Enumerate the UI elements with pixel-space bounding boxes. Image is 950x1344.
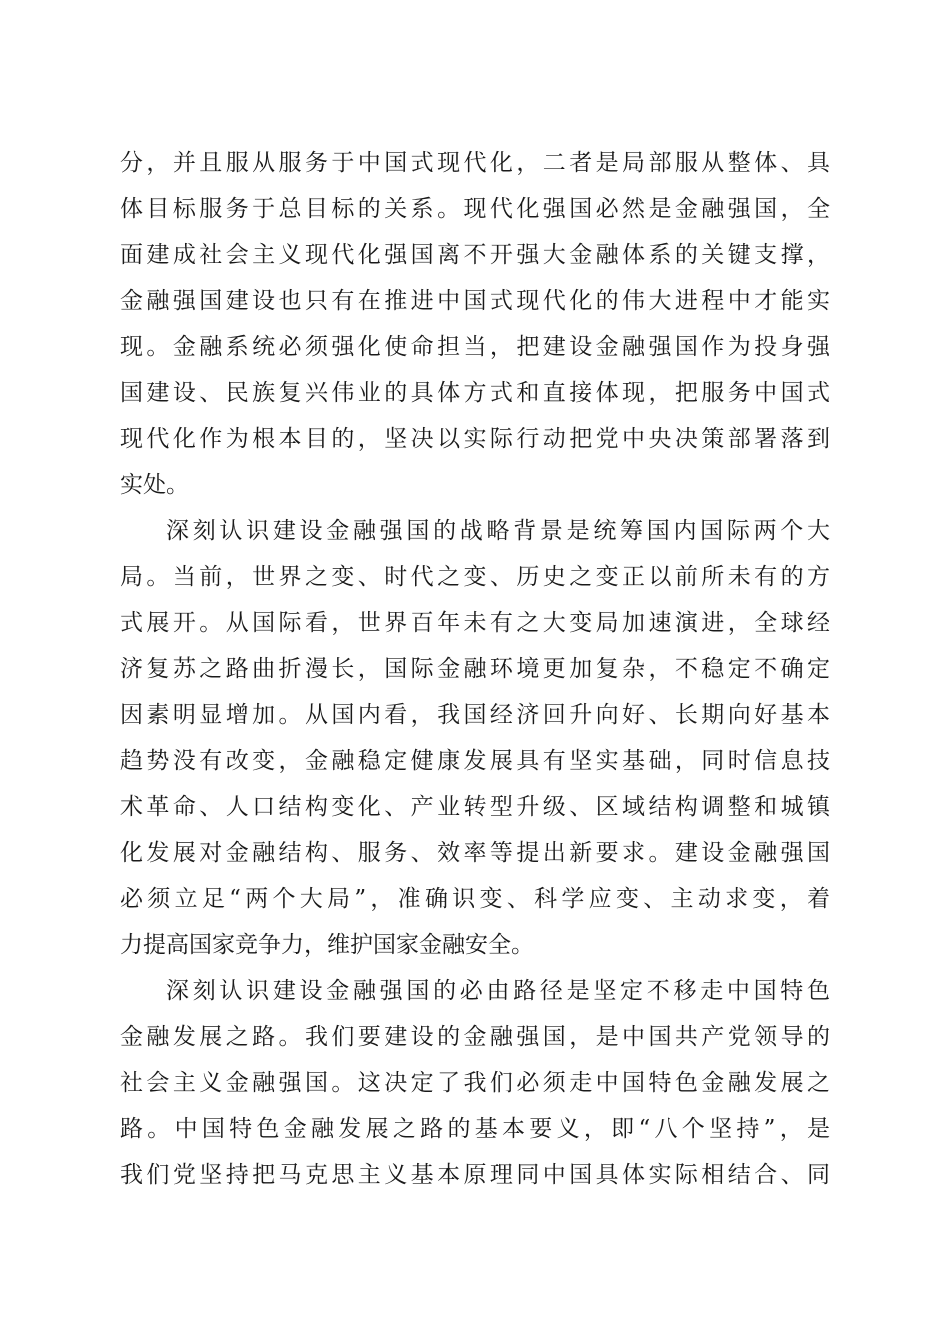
- text-line: 式展开。从国际看，世界百年未有之大变局加速演进，全球经: [120, 610, 830, 636]
- text-line: 面建成社会主义现代化强国离不开强大金融体系的关键支撑，: [120, 242, 830, 268]
- paragraph-1: [120, 140, 830, 508]
- text-line: 深刻认识建设金融强国的战略背景是统筹国内国际两个大: [166, 518, 830, 544]
- text-line: 体目标服务于总目标的关系。现代化强国必然是金融强国，全: [120, 196, 830, 222]
- paragraph-3: [120, 968, 830, 1198]
- text-line: 化发展对金融结构、服务、效率等提出新要求。建设金融强国: [120, 840, 830, 866]
- text-line: 深刻认识建设金融强国的必由路径是坚定不移走中国特色: [166, 978, 830, 1004]
- text-line: 金融发展之路。我们要建设的金融强国，是中国共产党领导的: [120, 1024, 830, 1050]
- text-line: 国建设、民族复兴伟业的具体方式和直接体现，把服务中国式: [120, 380, 830, 406]
- text-line: 趋势没有改变，金融稳定健康发展具有坚实基础，同时信息技: [120, 748, 830, 774]
- text-line: 济复苏之路曲折漫长，国际金融环境更加复杂，不稳定不确定: [120, 656, 830, 682]
- text-line: 分，并且服从服务于中国式现代化，二者是局部服从整体、具: [120, 150, 830, 176]
- text-line: 我们党坚持把马克思主义基本原理同中国具体实际相结合、同: [120, 1162, 830, 1188]
- text-line: 术革命、人口结构变化、产业转型升级、区域结构调整和城镇: [120, 794, 830, 820]
- text-line: 因素明显增加。从国内看，我国经济回升向好、长期向好基本: [120, 702, 830, 728]
- text-line: 实处。: [120, 472, 189, 498]
- text-line: 局。当前，世界之变、时代之变、历史之变正以前所未有的方: [120, 564, 830, 590]
- text-line: 金融强国建设也只有在推进中国式现代化的伟大进程中才能实: [120, 288, 830, 314]
- text-line: 路。中国特色金融发展之路的基本要义，即“八个坚持”，是: [120, 1116, 830, 1142]
- text-line: 力提高国家竞争力，维护国家金融安全。: [120, 932, 534, 958]
- text-line: 社会主义金融强国。这决定了我们必须走中国特色金融发展之: [120, 1070, 830, 1096]
- text-line: 必须立足“两个大局”，准确识变、科学应变、主动求变，着: [120, 886, 830, 912]
- body-text: [120, 140, 830, 1198]
- paragraph-2: [120, 508, 830, 968]
- text-line: 现代化作为根本目的，坚决以实际行动把党中央决策部署落到: [120, 426, 830, 452]
- text-line: 现。金融系统必须强化使命担当，把建设金融强国作为投身强: [120, 334, 830, 360]
